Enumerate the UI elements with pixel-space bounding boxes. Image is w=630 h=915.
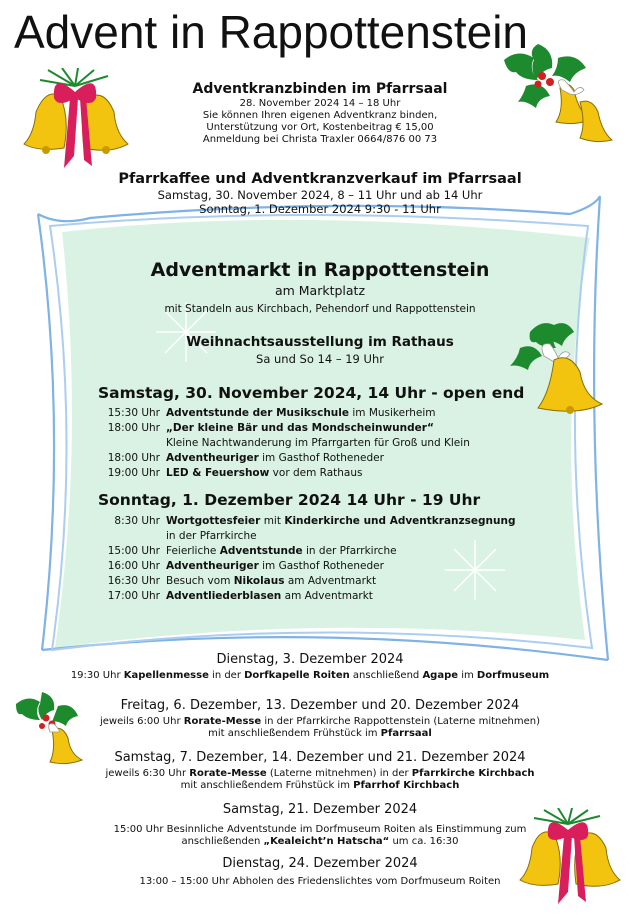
event-block	[60, 652, 560, 682]
kaffee-heading: Pfarrkaffee und Adventkranzverkauf im Pfarrsaal	[118, 171, 522, 187]
event-block	[60, 750, 580, 792]
event-block	[60, 698, 580, 740]
row-text: Besuch vom	[166, 575, 234, 587]
kranz-line: Unterstützung vor Ort, Kostenbeitrag € 15,00	[206, 122, 434, 133]
row-text: vor dem Rathaus	[269, 467, 363, 479]
event-text: 13:00 – 15:00 Uhr Abholen des Friedenslichtes vom Dorfmuseum Roiten	[139, 876, 501, 887]
row-bold: „Der kleine Bär und das Mondscheinwunder“	[166, 422, 434, 434]
row-bold: Nikolaus	[233, 575, 285, 587]
event-block	[60, 856, 580, 888]
row-text: Feierliche	[166, 545, 220, 557]
kranz-line: Sie können Ihren eigenen Adventkranz binden,	[202, 110, 438, 121]
row-text: im Gasthof Rotheneder	[258, 560, 384, 572]
event-text: mit anschließendem Frühstück im Pfarrsaal	[208, 728, 432, 739]
row-time: 19:00 Uhr	[107, 467, 160, 479]
bell-icon	[18, 68, 133, 173]
event-text: anschließenden „Kealeicht’n Hatscha“ um ca. 16:30	[181, 836, 459, 847]
event-date: Dienstag, 3. Dezember 2024	[216, 652, 404, 667]
row-text: Kleine Nachtwanderung im Pfarrgarten für Groß und Klein	[166, 437, 470, 449]
kranz-section	[130, 80, 510, 146]
ausstellung-time: Sa und So 14 – 19 Uhr	[256, 352, 384, 366]
event-text: mit anschließendem Frühstück im Pfarrhof Kirchbach	[180, 780, 460, 791]
row-bold: Adventheuriger	[166, 452, 259, 464]
row-bold: Adventheuriger	[166, 560, 259, 572]
event-date: Samstag, 7. Dezember, 14. Dezember und 21. Dezember 2024	[114, 750, 526, 765]
row-time: 16:00 Uhr	[107, 560, 160, 572]
row-bold: Adventstunde der Musikschule	[166, 407, 349, 419]
schedule-row	[98, 422, 434, 435]
row-text: in der Pfarrkirche	[302, 545, 397, 557]
markt-sub: mit Standeln aus Kirchbach, Pehendorf und Rappottenstein	[164, 303, 476, 315]
markt-sub: am Marktplatz	[274, 283, 366, 298]
event-text: 19:30 Uhr Kapellenmesse in der Dorfkapelle Roiten anschließend Agape im Dorfmuseum	[70, 670, 550, 681]
schedule-row	[98, 575, 376, 588]
row-text: in der Pfarrkirche	[166, 530, 257, 542]
row-bold: Adventliederblasen	[166, 590, 282, 602]
row-text: am Adventmarkt	[284, 575, 377, 587]
row-text: mit	[260, 515, 285, 527]
kranz-line: Anmeldung bei Christa Traxler 0664/876 00 73	[202, 134, 438, 145]
row-time: 17:00 Uhr	[107, 590, 160, 602]
event-date: Freitag, 6. Dezember, 13. Dezember und 20. Dezember 2024	[120, 698, 520, 713]
schedule-row	[98, 560, 384, 573]
row-bold: LED & Feuershow	[166, 467, 270, 479]
row-bold: Kinderkirche und Adventkranzsegnung	[284, 515, 516, 527]
row-time: 15:00 Uhr	[107, 545, 160, 557]
schedule-row	[98, 437, 470, 450]
schedule-row	[98, 515, 515, 528]
kranz-line: 28. November 2024 14 – 18 Uhr	[239, 98, 401, 109]
row-text: im Musikerheim	[349, 407, 436, 419]
row-time: 18:00 Uhr	[107, 452, 160, 464]
schedule-row	[98, 407, 435, 420]
event-text: 15:00 Uhr Besinnliche Adventstunde im Dorfmuseum Roiten als Einstimmung zum	[113, 824, 527, 835]
ausstellung-heading: Weihnachtsausstellung im Rathaus	[186, 334, 454, 350]
row-bold: Wortgottesfeier	[166, 515, 261, 527]
schedule-row	[98, 590, 373, 603]
sunday-heading: Sonntag, 1. Dezember 2024 14 Uhr - 19 Uhr	[98, 491, 481, 509]
markt-heading: Adventmarkt in Rappottenstein	[150, 259, 490, 281]
event-block	[60, 802, 580, 848]
row-text: im Gasthof Rotheneder	[258, 452, 384, 464]
schedule-row	[98, 545, 397, 558]
row-time: 15:30 Uhr	[107, 407, 160, 419]
row-time: 8:30 Uhr	[114, 515, 160, 527]
kaffee-line: Sonntag, 1. Dezember 2024 9:30 - 11 Uhr	[199, 202, 441, 216]
row-text: am Adventmarkt	[281, 590, 373, 602]
event-text: jeweils 6:00 Uhr Rorate-Messe in der Pfarrkirche Rappottenstein (Laterne mitnehmen)	[99, 716, 541, 727]
schedule-row	[98, 452, 384, 465]
page-title: Advent in Rappottenstein	[14, 6, 529, 58]
sparkle-right	[445, 540, 505, 600]
row-time: 18:00 Uhr	[107, 422, 160, 434]
kaffee-line: Samstag, 30. November 2024, 8 – 11 Uhr und ab 14 Uhr	[157, 188, 483, 202]
event-text: jeweils 6:30 Uhr Rorate-Messe (Laterne mitnehmen) in der Pfarrkirche Kirchbach	[105, 768, 535, 779]
row-time: 16:30 Uhr	[107, 575, 160, 587]
kaffee-section	[60, 170, 580, 216]
event-date: Samstag, 21. Dezember 2024	[222, 802, 418, 817]
row-bold: Adventstunde	[219, 545, 303, 557]
saturday-heading: Samstag, 30. November 2024, 14 Uhr - open end	[98, 384, 525, 402]
schedule-row	[98, 467, 363, 480]
event-date: Dienstag, 24. Dezember 2024	[222, 856, 418, 871]
kranz-heading: Adventkranzbinden im Pfarrsaal	[192, 81, 448, 97]
schedule-row	[98, 530, 257, 543]
